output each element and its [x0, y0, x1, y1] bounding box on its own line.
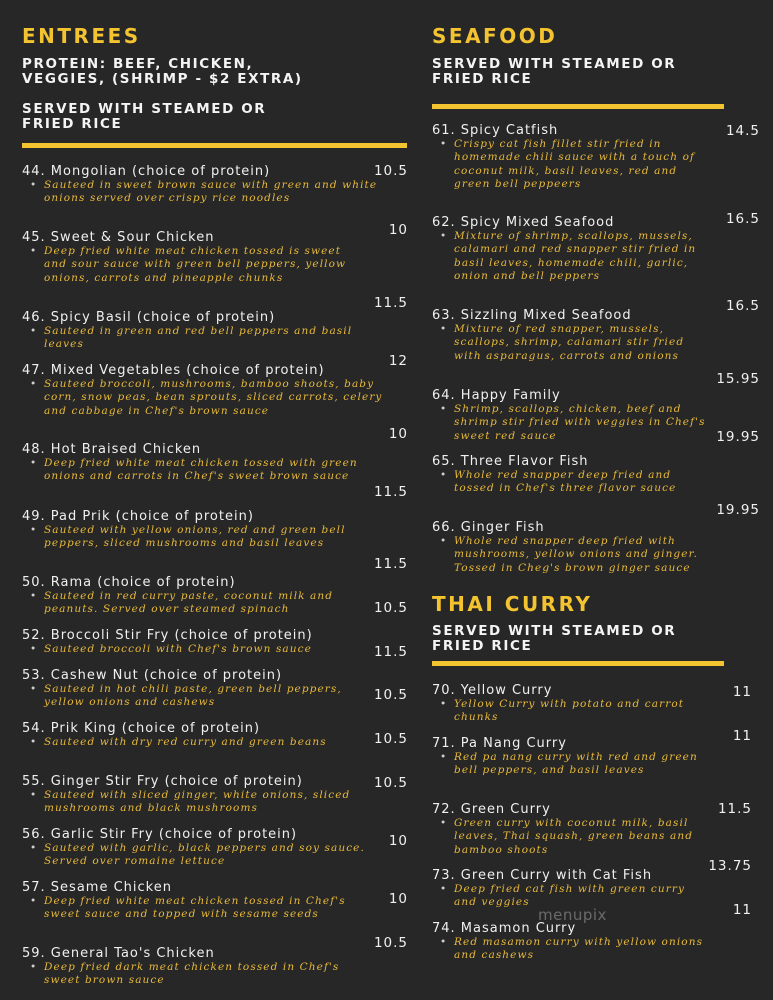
- item-description: • Yellow Curry with potato and carrot chunks: [432, 698, 710, 725]
- entrees-title: ENTREES: [22, 24, 141, 48]
- item-description: • Sauteed broccoli, mushrooms, bamboo shoots, baby corn, snow peas, bean sprouts, sliced carrots, celery and cabbage in Chef's brown sauce: [22, 378, 384, 418]
- item-name: 74. Masamon Curry: [432, 921, 577, 936]
- item-name: 44. Mongolian (choice of protein): [22, 164, 271, 179]
- curry-served-note: SERVED WITH STEAMED OR FRIED RICE: [432, 623, 677, 654]
- menu-item-62: [432, 215, 712, 283]
- item-description: • Deep fried cat fish with green curry and veggies: [432, 883, 710, 910]
- item-description: • Shrimp, scallops, chicken, beef and shrimp stir fried with veggies in Chef's sweet red sauce: [432, 403, 710, 443]
- menu-item-52: [22, 628, 382, 656]
- item-description: • Sauteed with garlic, black peppers and soy sauce. Served over romaine lettuce: [22, 842, 372, 869]
- item-description: • Whole red snapper deep fried and tossed in Chef's three flavor sauce: [432, 469, 710, 496]
- menu-item-74: [432, 921, 710, 963]
- item-name: 46. Spicy Basil (choice of protein): [22, 310, 276, 325]
- item-name: 49. Pad Prik (choice of protein): [22, 509, 254, 524]
- item-name: 64. Happy Family: [432, 388, 561, 403]
- menu-item-55: [22, 774, 372, 816]
- item-description: • Sauteed broccoli with Chef's brown sauce: [22, 643, 382, 656]
- menu-item-46: [22, 310, 382, 352]
- menu-item-71: [432, 736, 710, 778]
- price-55: 10.5: [373, 731, 408, 747]
- item-description: • Red masamon curry with yellow onions and cashews: [432, 936, 710, 963]
- item-name: 59. General Tao's Chicken: [22, 946, 215, 961]
- price-70: 11: [732, 684, 752, 700]
- menu-item-44: [22, 164, 382, 206]
- menu-item-56: [22, 827, 372, 869]
- menu-item-59: [22, 946, 362, 988]
- item-name: 71. Pa Nang Curry: [432, 736, 567, 751]
- price-71: 11: [732, 728, 752, 744]
- item-description: • Whole red snapper deep fried with mushrooms, yellow onions and ginger. Tossed in Cheg's brown ginger sauce: [432, 535, 710, 575]
- price-45: 10: [388, 222, 408, 238]
- item-name: 54. Prik King (choice of protein): [22, 721, 261, 736]
- entrees-divider: [22, 143, 407, 148]
- item-description: • Green curry with coconut milk, basil leaves, Thai squash, green beans and bamboo shoots: [432, 817, 710, 857]
- menu-item-65: [432, 454, 710, 496]
- item-name: 48. Hot Braised Chicken: [22, 442, 202, 457]
- item-name: 50. Rama (choice of protein): [22, 575, 236, 590]
- entrees-served-note: SERVED WITH STEAMED OR FRIED RICE: [22, 101, 267, 132]
- item-name: 61. Spicy Catfish: [432, 123, 559, 138]
- item-name: 53. Cashew Nut (choice of protein): [22, 668, 283, 683]
- price-54: 10.5: [373, 687, 408, 703]
- item-name: 45. Sweet & Sour Chicken: [22, 230, 215, 245]
- menu-item-49: [22, 509, 382, 551]
- item-description: • Deep fried dark meat chicken tossed in Chef's sweet brown sauce: [22, 961, 362, 988]
- price-47: 12: [388, 353, 408, 369]
- item-name: 63. Sizzling Mixed Seafood: [432, 308, 632, 323]
- item-description: • Sauteed in green and red bell peppers and basil leaves: [22, 325, 382, 352]
- item-name: 52. Broccoli Stir Fry (choice of protein): [22, 628, 313, 643]
- item-description: • Sauteed with sliced ginger, white onions, sliced mushrooms and black mushrooms: [22, 789, 372, 816]
- item-description: • Sauteed in red curry paste, coconut milk and peanuts. Served over steamed spinach: [22, 590, 372, 617]
- protein-note: PROTEIN: BEEF, CHICKEN, VEGGIES, (SHRIMP - $2 EXTRA): [22, 56, 303, 87]
- menu-item-50: [22, 575, 372, 617]
- item-description: • Sauteed with yellow onions, red and green bell peppers, sliced mushrooms and basil leaves: [22, 524, 382, 551]
- price-57: 10: [388, 833, 408, 849]
- item-name: 62. Spicy Mixed Seafood: [432, 215, 615, 230]
- menu-item-53: [22, 668, 362, 710]
- price-63: 16.5: [725, 298, 760, 314]
- item-name: 47. Mixed Vegetables (choice of protein): [22, 363, 325, 378]
- menu-item-47: [22, 363, 384, 418]
- price-48: 10: [388, 426, 408, 442]
- price-65: 19.95: [716, 429, 760, 445]
- item-description: • Mixture of shrimp, scallops, mussels, calamari and red snapper stir fried in basil leaves, homemade chili, garlic, onion and bell peppers: [432, 230, 712, 283]
- item-name: 73. Green Curry with Cat Fish: [432, 868, 653, 883]
- item-description: • Deep fried white meat chicken tossed with green onions and carrots in Chef's sweet brown sauce: [22, 457, 382, 484]
- thai-curry-title: THAI CURRY: [432, 592, 593, 616]
- price-56: 10.5: [373, 775, 408, 791]
- item-name: 70. Yellow Curry: [432, 683, 553, 698]
- seafood-served-note: SERVED WITH STEAMED OR FRIED RICE: [432, 56, 677, 87]
- item-description: • Red pa nang curry with red and green bell peppers, and basil leaves: [432, 751, 710, 778]
- item-description: • Sauteed with dry red curry and green beans: [22, 736, 362, 749]
- curry-divider: [432, 661, 724, 666]
- menu-item-45: [22, 230, 362, 285]
- menu-item-72: [432, 802, 710, 857]
- price-72: 11.5: [717, 801, 752, 817]
- item-description: • Deep fried white meat chicken tossed in Chef's sweet sauce and topped with sesame seeds: [22, 895, 372, 922]
- item-description: • Sauteed in hot chili paste, green bell peppers, yellow onions and cashews: [22, 683, 362, 710]
- price-44: 10.5: [373, 163, 408, 179]
- price-74: 11: [732, 902, 752, 918]
- price-61: 14.5: [725, 123, 760, 139]
- menu-item-54: [22, 721, 362, 749]
- item-description: • Mixture of red snapper, mussels, scallops, shrimp, calamari stir fried with asparagus, carrots and onions: [432, 323, 710, 363]
- price-extra: 10.5: [373, 935, 408, 951]
- item-description: • Deep fried white meat chicken tossed is sweet and sour sauce with green bell peppers, yellow onions, carrots and pineapple chunks: [22, 245, 362, 285]
- price-73: 13.75: [708, 858, 752, 874]
- item-description: • Sauteed in sweet brown sauce with green and white onions served over crispy rice noodles: [22, 179, 382, 206]
- price-59: 10: [388, 891, 408, 907]
- price-50: 11.5: [373, 556, 408, 572]
- menu-item-57: [22, 880, 372, 922]
- menu-item-73: [432, 868, 710, 910]
- price-66: 19.95: [716, 502, 760, 518]
- price-52: 10.5: [373, 600, 408, 616]
- price-46: 11.5: [373, 295, 408, 311]
- item-name: 66. Ginger Fish: [432, 520, 545, 535]
- menu-item-63: [432, 308, 710, 363]
- seafood-divider: [432, 104, 724, 109]
- price-64: 15.95: [716, 371, 760, 387]
- menupix-watermark: menupix: [538, 906, 607, 924]
- item-description: • Crispy cat fish fillet stir fried in homemade chili sauce with a touch of coconut milk, basil leaves, red and green bell peppeers: [432, 138, 710, 191]
- price-49: 11.5: [373, 484, 408, 500]
- item-name: 65. Three Flavor Fish: [432, 454, 589, 469]
- item-name: 72. Green Curry: [432, 802, 551, 817]
- item-name: 57. Sesame Chicken: [22, 880, 172, 895]
- menu-item-64: [432, 388, 710, 443]
- menu-item-66: [432, 520, 710, 575]
- menu-item-70: [432, 683, 710, 725]
- menu-item-48: [22, 442, 382, 484]
- seafood-title: SEAFOOD: [432, 24, 558, 48]
- price-53: 11.5: [373, 644, 408, 660]
- menu-item-61: [432, 123, 710, 191]
- item-name: 56. Garlic Stir Fry (choice of protein): [22, 827, 298, 842]
- item-name: 55. Ginger Stir Fry (choice of protein): [22, 774, 303, 789]
- price-62: 16.5: [725, 211, 760, 227]
